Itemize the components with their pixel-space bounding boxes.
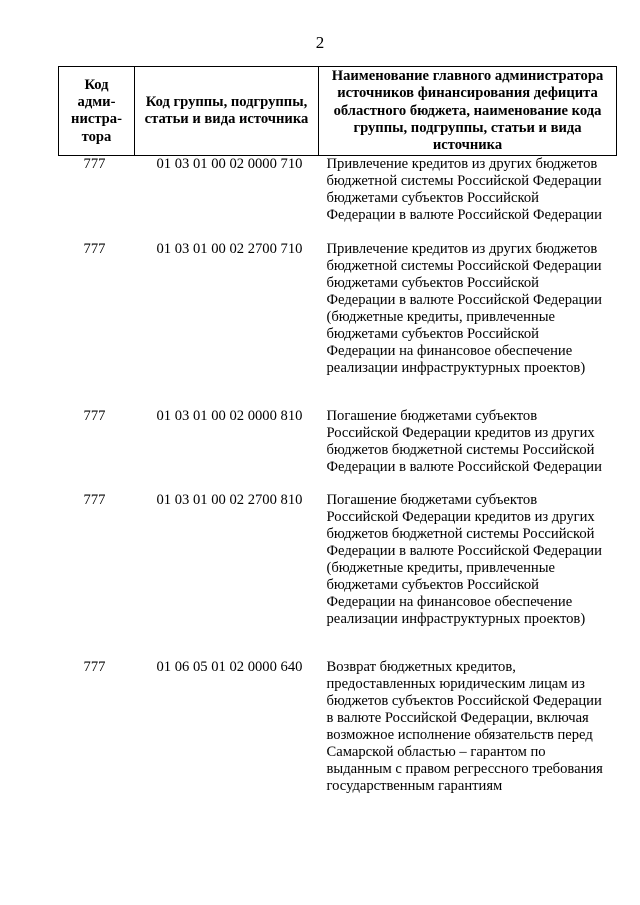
source-name-cell: Привлечение кредитов из других бюджетов бюджетной системы Российской Федерации бюджетами субъектов Российской Федерации в валюте Российской Федерации (бюджетные кредиты, привлеченные бюджетами субъектов Российской Федерации на финансовое обеспечение реализации инфраструктурных проектов)	[326, 241, 602, 376]
header-admin-code: Код адми- нистра- тора	[59, 67, 135, 156]
admin-code-cell: 777	[83, 659, 106, 676]
admin-code-cell: 777	[83, 241, 106, 258]
source-name-cell: Привлечение кредитов из других бюджетов бюджетной системы Российской Федерации бюджетами субъектов Российской Федерации в валюте Российской Федерации	[326, 156, 602, 224]
source-name-cell: Погашение бюджетами субъектов Российской Федерации кредитов из других бюджетов бюджетной системы Российской Федерации в валюте Российской Федерации (бюджетные кредиты, привлеченные бюджетами субъектов Российской Федерации на финансовое обеспечение реализации инфраструктурных проектов)	[326, 492, 602, 627]
group-code-cell: 01 06 05 01 02 0000 640	[156, 659, 303, 676]
group-code-cell: 01 03 01 00 02 2700 810	[156, 492, 303, 509]
budget-sources-table	[58, 66, 617, 795]
admin-code-cell: 777	[83, 408, 106, 425]
table-row	[59, 156, 617, 242]
header-name: Наименование главного администратора источников финансирования дефицита областного бюджета, наименование кода группы, подгруппы, статьи и вида источника	[319, 67, 617, 156]
admin-code-cell: 777	[83, 492, 106, 509]
group-code-cell: 01 03 01 00 02 0000 810	[156, 408, 303, 425]
admin-code-cell: 777	[83, 156, 106, 173]
group-code-cell: 01 03 01 00 02 0000 710	[156, 156, 303, 173]
source-name-cell: Погашение бюджетами субъектов Российской Федерации кредитов из других бюджетов бюджетной системы Российской Федерации в валюте Российской Федерации	[326, 408, 602, 476]
group-code-cell: 01 03 01 00 02 2700 710	[156, 241, 303, 258]
source-name-cell: Возврат бюджетных кредитов, предоставленных юридическим лицам из бюджетов субъектов Российской Федерации в валюте Российской Федерации, включая возможное исполнение обязательств перед Самарской областью – гарантом по выданным с правом регрессного требования государственным гарантиям	[326, 659, 603, 794]
table-row	[59, 408, 617, 492]
table-header-row	[59, 67, 617, 156]
page-number: 2	[315, 33, 325, 52]
header-group-code: Код группы, подгруппы, статьи и вида источника	[135, 67, 319, 156]
table-row	[59, 241, 617, 408]
table-row	[59, 659, 617, 794]
table-row	[59, 492, 617, 659]
